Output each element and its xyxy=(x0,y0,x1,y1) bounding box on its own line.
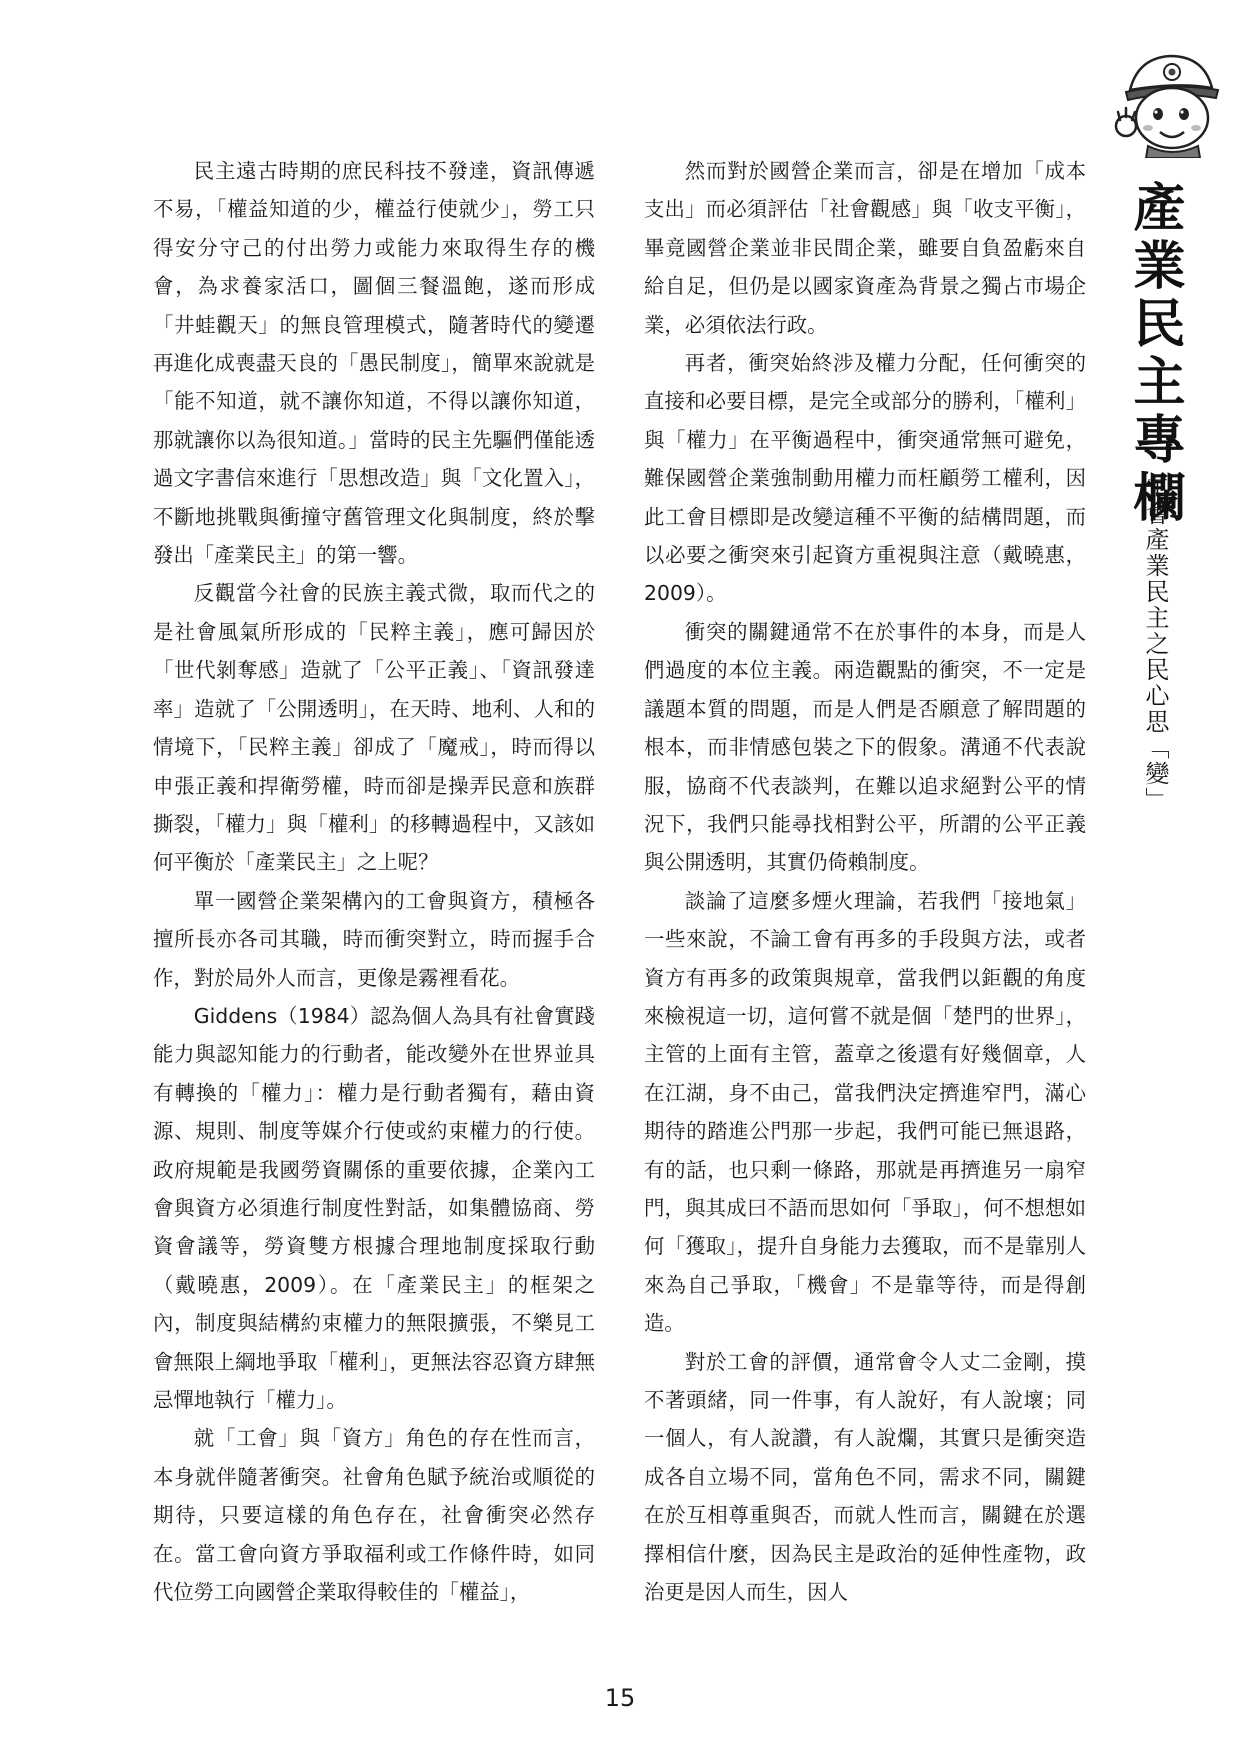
paragraph: 反觀當今社會的民族主義式微，取而代之的是社會風氣所形成的「民粹主義」，應可歸因於「世代剝奪感」造就了「公平正義」、「資訊發達率」造就了「公開透明」，在天時、地利、人和的情境下，「民粹主義」卻成了「魔戒」，時而得以申張正義和捍衛勞權，時而卻是操弄民意和族群撕裂，「權力」與「權利」的移轉過程中，又該如何平衡於「產業民主」之上呢？ xyxy=(153,581,595,875)
paragraph: 就「工會」與「資方」角色的存在性而言，本身就伴隨著衝突。社會角色賦予統治或順從的期待，只要這樣的角色存在，社會衝突必然存在。當工會向資方爭取福利或工作條件時，如同代位勞工向國營企業取得較佳的「權益」， xyxy=(153,1426,595,1605)
paragraph: Giddens（1984）認為個人為具有社會實踐能力與認知能力的行動者，能改變外在世界並具有轉換的「權力」：權力是行動者獨有，藉由資源、規則、制度等媒介行使或約束權力的行使。政府規範是我國勞資關係的重要依據，企業內工會與資方必須進行制度性對話，如集體協商、勞資會議等，勞資雙方根據合理地制度採取行動（戴曉惠，2009）。在「產業民主」的框架之內，制度與結構約束權力的無限擴張，不樂見工會無限上綱地爭取「權利」，更無法容忍資方肆無忌憚地執行「權力」。 xyxy=(153,1003,595,1412)
paragraph: 衝突的關鍵通常不在於事件的本身，而是人們過度的本位主義。兩造觀點的衝突，不一定是議題本質的問題，而是人們是否願意了解問題的根本，而非情感包裝之下的假象。溝通不代表說服，協商不代表談判，在難以追求絕對公平的情況下，我們只能尋找相對公平，所謂的公平正義與公開透明，其實仍倚賴制度。 xyxy=(644,619,1086,875)
mascot-illustration xyxy=(1108,48,1226,158)
right-text-column xyxy=(644,152,1086,1611)
left-text-column xyxy=(153,152,595,1611)
paragraph: 對於工會的評價，通常會令人丈二金剛，摸不著頭緒，同一件事，有人說好，有人說壞；同一個人，有人說讚，有人說爛，其實只是衝突造成各自立場不同，當角色不同，需求不同，關鍵在於互相尊重與否，而就人性而言，關鍵在於選擇相信什麼，因為民主是政治的延伸性產物，政治更是因人而生，因人 xyxy=(644,1349,1086,1605)
page-number: 15 xyxy=(604,1684,636,1712)
paragraph: 談論了這麼多煙火理論，若我們「接地氣」一些來說，不論工會有再多的手段與方法，或者資方有再多的政策與規章，當我們以鉅觀的角度來檢視這一切，這何嘗不就是個「楚門的世界」，主管的上面有主管，蓋章之後還有好幾個章，人在江湖，身不由己，當我們決定擠進窄門，滿心期待的踏進公門那一步起，我們可能已無退路，有的話，也只剩一條路，那就是再擠進另一扇窄門，與其成曰不語而思如何「爭取」，何不想想如何「獲取」，提升自身能力去獲取，而不是靠別人來為自己爭取，「機會」不是靠等待，而是得創造。 xyxy=(644,888,1086,1336)
paragraph: 民主遠古時期的庶民科技不發達，資訊傳遞不易，「權益知道的少，權益行使就少」，勞工只得安分守己的付出勞力或能力來取得生存的機會，為求養家活口，圖個三餐溫飽，遂而形成「井蛙觀天」的無良管理模式，隨著時代的變遷再進化成喪盡天良的「愚民制度」，簡單來說就是「能不知道，就不讓你知道，不得以讓你知道，那就讓你以為很知道。」當時的民主先驅們僅能透過文字書信來進行「思想改造」與「文化置入」，不斷地挑戰與衝撞守舊管理文化與制度，終於擊發出「產業民主」的第一響。 xyxy=(153,159,595,568)
paragraph: 再者，衝突始終涉及權力分配，任何衝突的直接和必要目標，是完全或部分的勝利，「權利」與「權力」在平衡過程中，衝突通常無可避免，難保國營企業強制動用權力而枉顧勞工權利，因此工會目標即是改變這種不平衡的結構問題，而以必要之衝突來引起資方重視與注意（戴曉惠，2009）。 xyxy=(644,351,1086,606)
column-subtitle: 工會產業民主之民心思「變」 xyxy=(1141,475,1169,813)
column-title: 產業民主專欄 xyxy=(1124,180,1185,528)
paragraph: 單一國營企業架構內的工會與資方，積極各擅所長亦各司其職，時而衝突對立，時而握手合作，對於局外人而言，更像是霧裡看花。 xyxy=(153,888,595,990)
paragraph: 然而對於國營企業而言，卻是在增加「成本支出」而必須評估「社會觀感」與「收支平衡」，畢竟國營企業並非民間企業，雖要自負盈虧來自給自足，但仍是以國家資產為背景之獨占市場企業，必須依法行政。 xyxy=(644,159,1086,337)
